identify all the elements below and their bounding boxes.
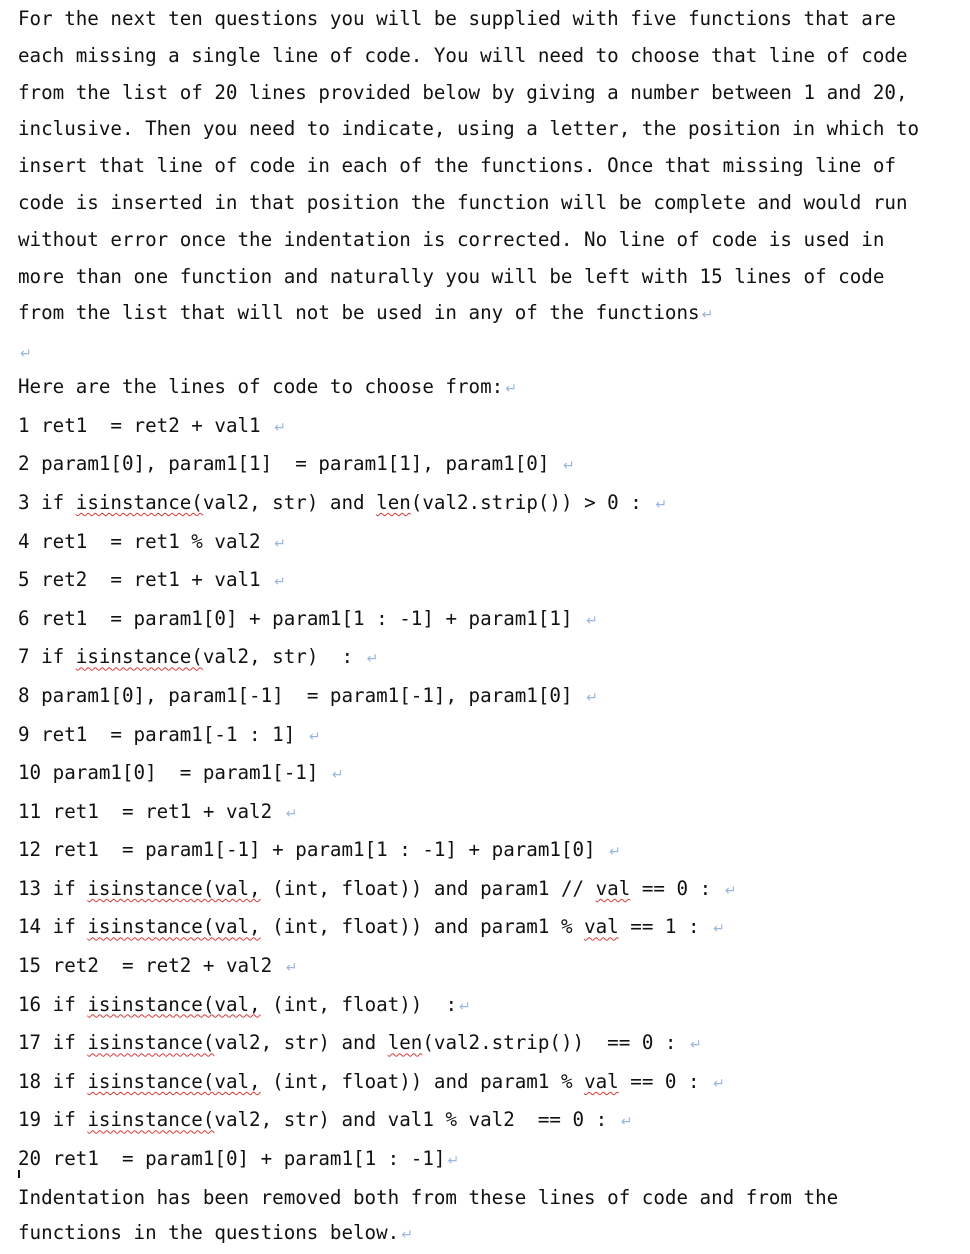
code-line-text: param1[0] = param1[-1]	[52, 761, 330, 785]
instructions-line-text: more than one function and naturally you will be left with 15 lines of code	[18, 264, 885, 288]
code-line	[18, 832, 958, 871]
spelling-flag-text: val	[595, 876, 631, 900]
code-line-number: 16	[18, 992, 42, 1016]
code-line-text: if	[52, 915, 88, 939]
paragraph-mark-icon: ↵	[401, 1227, 413, 1244]
code-line-number: 17	[18, 1031, 42, 1055]
code-line-number: 10	[18, 761, 42, 785]
code-line-text: ret1 = param1[-1 : 1]	[41, 722, 307, 746]
code-line-number: 9	[18, 722, 30, 746]
code-line-number: 19	[18, 1108, 42, 1132]
code-line-text: ret2 = ret2 + val2	[52, 954, 284, 978]
footer-paragraph	[18, 1180, 958, 1254]
paragraph-mark-icon: ↵	[713, 921, 725, 938]
paragraph-mark-icon: ↵	[562, 458, 575, 475]
code-line-number: 13	[18, 876, 42, 900]
footer-line-text: Indentation has been removed both from these lines of code and from the	[18, 1185, 839, 1209]
instructions-line	[18, 37, 958, 74]
code-line-number: 1	[18, 413, 30, 437]
code-line-text: ret1 = param1[-1] + param1[1 : -1] + param1[0]	[52, 838, 608, 862]
code-line	[18, 1025, 958, 1064]
code-line-number: 3	[18, 490, 30, 514]
spelling-flag-text: val	[584, 1069, 619, 1093]
document-page	[18, 0, 958, 1254]
code-line-text: param1[0], param1[1] = param1[1], param1[0]	[41, 452, 561, 476]
footer-line-text: functions in the questions below.	[18, 1221, 400, 1245]
instructions-line	[18, 0, 958, 37]
spelling-flag-text: isinstance(	[87, 1108, 215, 1132]
code-line-text: (int, float)) and param1 %	[260, 915, 585, 939]
text-cursor	[18, 1170, 20, 1178]
instructions-line-text: each missing a single line of code. You will need to choose that line of code	[18, 43, 908, 67]
paragraph-mark-icon: ↵	[505, 380, 517, 397]
code-line-number: 15	[18, 954, 42, 978]
code-line-number: 8	[18, 683, 30, 707]
code-line-text: (int, float)) and param1 //	[260, 876, 596, 900]
code-line-number: 12	[18, 838, 42, 862]
paragraph-mark-icon: ↵	[274, 419, 286, 436]
spelling-flag-text: isinstance(	[75, 490, 203, 514]
paragraph-mark-icon: ↵	[274, 574, 286, 591]
code-line-text: == 1 :	[618, 915, 712, 939]
code-line	[18, 1064, 958, 1103]
paragraph-mark-icon: ↵	[713, 1075, 725, 1092]
spelling-flag-text: len	[376, 490, 411, 514]
paragraph-mark-icon: ↵	[701, 307, 714, 324]
code-line-text: if	[52, 1031, 88, 1055]
paragraph-mark-icon: ↵	[586, 689, 598, 706]
code-line	[18, 871, 958, 910]
code-line-text: == 0 :	[618, 1069, 712, 1093]
code-line	[18, 562, 958, 601]
code-list-heading	[18, 369, 958, 408]
code-line-number: 2	[18, 452, 30, 476]
code-line	[18, 987, 958, 1026]
code-line-text: (val2.strip()) == 0 :	[422, 1031, 689, 1055]
paragraph-mark-icon: ↵	[274, 535, 286, 552]
code-line-text: ret1 = ret1 % val2	[41, 529, 273, 553]
code-line-text: ret1 = param1[0] + param1[1 : -1] + param1[1]	[41, 606, 585, 630]
instructions-line	[18, 221, 958, 258]
instructions-line	[18, 110, 958, 147]
paragraph-mark-icon: ↵	[447, 1153, 460, 1170]
code-line	[18, 678, 958, 717]
code-line	[18, 524, 958, 563]
code-line-number: 4	[18, 529, 30, 553]
code-line	[18, 408, 958, 447]
instructions-line-text: from the list that will not be used in any of the functions	[18, 301, 700, 325]
paragraph-mark-icon: ↵	[609, 844, 621, 861]
paragraph-mark-icon: ↵	[690, 1037, 702, 1054]
paragraph-mark-icon: ↵	[586, 612, 598, 629]
instructions-line	[18, 74, 958, 111]
code-line-text: val2, str) and	[202, 490, 377, 514]
code-lines-list	[18, 408, 958, 1180]
code-line-text: if	[52, 1108, 88, 1132]
empty-paragraph	[18, 334, 958, 370]
code-line-number: 7	[18, 645, 30, 669]
paragraph-mark-icon: ↵	[724, 882, 737, 899]
instructions-line	[18, 294, 958, 334]
spelling-flag-text: len	[387, 1031, 423, 1055]
spelling-flag-text: isinstance(val,	[87, 876, 261, 900]
code-line	[18, 485, 958, 524]
instructions-line	[18, 258, 958, 295]
instructions-line-text: from the list of 20 lines provided below by giving a number between 1 and 20,	[18, 80, 908, 104]
instructions-line	[18, 147, 958, 184]
code-line-text: ret2 = ret1 + val1	[41, 568, 273, 592]
code-line-number: 20	[18, 1147, 42, 1171]
code-line-text: if	[52, 1069, 88, 1093]
code-line-number: 11	[18, 799, 42, 823]
code-line	[18, 794, 958, 833]
code-line-number: 14	[18, 915, 42, 939]
spelling-flag-text: isinstance(	[75, 645, 203, 669]
code-line-text: ret1 = ret1 + val2	[52, 799, 284, 823]
paragraph-mark-icon: ↵	[459, 998, 471, 1015]
footer-line	[18, 1215, 958, 1254]
spelling-flag-text: isinstance(val,	[87, 915, 261, 939]
code-line	[18, 755, 958, 794]
code-line-text: if	[41, 490, 76, 514]
paragraph-mark-icon: ↵	[655, 496, 668, 513]
instructions-line-text: inclusive. Then you need to indicate, using a letter, the position in which to	[18, 117, 920, 141]
code-line-number: 5	[18, 568, 30, 592]
code-line	[18, 1102, 958, 1141]
instructions-line-text: code is inserted in that position the function will be complete and would run	[18, 190, 908, 214]
code-line-text: param1[0], param1[-1] = param1[-1], param1[0]	[41, 683, 585, 707]
code-line-text: (int, float)) and param1 %	[260, 1069, 585, 1093]
instructions-line-text: insert that line of code in each of the functions. Once that missing line of	[18, 154, 896, 178]
code-line	[18, 948, 958, 987]
instructions-paragraph	[18, 0, 958, 334]
code-line	[18, 717, 958, 756]
code-list-heading-text: Here are the lines of code to choose from:	[18, 374, 504, 398]
code-line-text: (int, float)) :	[260, 992, 457, 1016]
spelling-flag-text: isinstance(	[87, 1031, 215, 1055]
code-line-text: if	[41, 645, 76, 669]
paragraph-mark-icon: ↵	[308, 728, 321, 745]
code-line-text: (val2.strip()) > 0 :	[410, 490, 654, 514]
paragraph-mark-icon: ↵	[620, 1114, 633, 1131]
spelling-flag-text: isinstance(val,	[87, 992, 261, 1016]
code-line-text: ret1 = ret2 + val1	[41, 413, 273, 437]
footer-line	[18, 1180, 958, 1216]
paragraph-mark-icon: ↵	[331, 767, 344, 784]
code-line-text: val2, str) :	[202, 645, 365, 669]
spelling-flag-text: val	[584, 915, 619, 939]
code-line-text: if	[52, 876, 88, 900]
code-line-text: == 0 :	[630, 876, 723, 900]
instructions-line	[18, 184, 958, 221]
code-line	[18, 909, 958, 948]
instructions-line-text: For the next ten questions you will be supplied with five functions that are	[18, 7, 896, 30]
paragraph-mark-icon: ↵	[285, 805, 298, 822]
paragraph-mark-icon: ↵	[20, 346, 32, 363]
code-line	[18, 601, 958, 640]
code-line	[18, 446, 958, 485]
code-line-text: val2, str) and	[214, 1031, 388, 1055]
instructions-line-text: without error once the indentation is corrected. No line of code is used in	[18, 227, 885, 251]
paragraph-mark-icon: ↵	[285, 960, 298, 977]
code-line-number: 6	[18, 606, 30, 630]
code-line-text: val2, str) and val1 % val2 == 0 :	[214, 1108, 619, 1132]
paragraph-mark-icon: ↵	[366, 651, 379, 668]
code-line-text: ret1 = param1[0] + param1[1 : -1]	[52, 1147, 446, 1171]
code-line	[18, 1141, 958, 1180]
spelling-flag-text: isinstance(val,	[87, 1069, 261, 1093]
code-line	[18, 639, 958, 678]
code-line-number: 18	[18, 1069, 42, 1093]
code-line-text: if	[52, 992, 88, 1016]
